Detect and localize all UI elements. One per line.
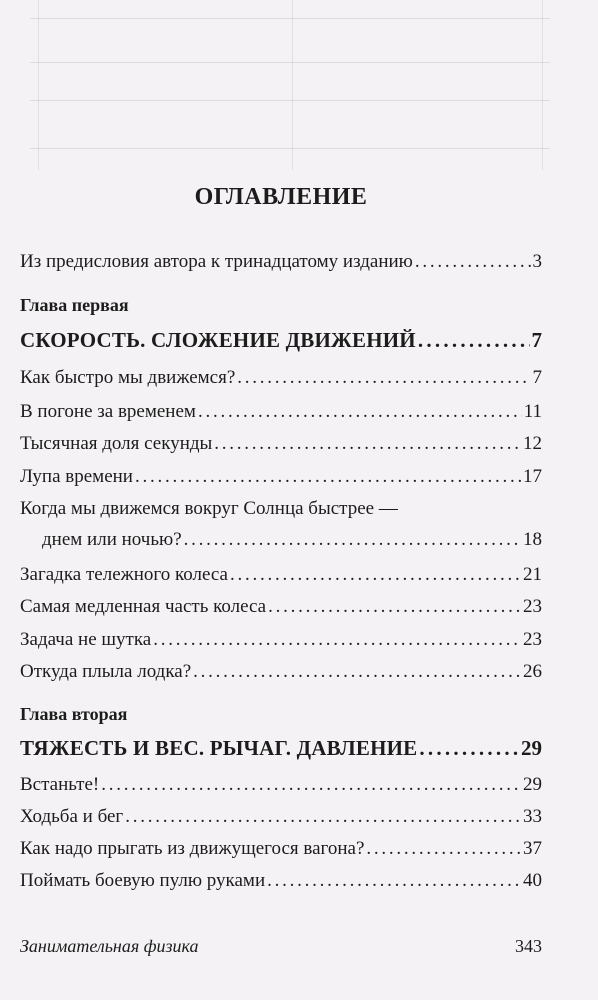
toc-entry[interactable] <box>20 869 542 893</box>
entry-text: Когда мы движемся вокруг Солнца быстрее — <box>20 498 398 519</box>
entry-text: Тысячная доля секунды <box>20 433 213 454</box>
toc-entry[interactable] <box>20 837 542 861</box>
entry-text: Загадка тележного колеса <box>20 564 228 585</box>
leader-dots <box>198 400 522 424</box>
toc-entry[interactable] <box>20 595 542 619</box>
entry-page: 23 <box>523 629 542 650</box>
toc-entry-multiline[interactable] <box>20 497 542 521</box>
toc-entry[interactable] <box>20 628 542 652</box>
entry-page: 7 <box>532 367 542 388</box>
page-title: ОГЛАВЛЕНИЕ <box>194 184 368 210</box>
entry-text: Самая медленная часть колеса <box>20 596 267 617</box>
page-number: 343 <box>515 936 542 956</box>
entry-text: В погоне за временем <box>20 401 196 422</box>
page-footer <box>20 936 542 957</box>
toc-entry-continuation[interactable] <box>42 528 542 552</box>
toc-entry[interactable] <box>20 400 542 424</box>
leader-dots <box>267 869 521 893</box>
leader-dots <box>125 805 521 829</box>
entry-text: Как быстро мы движемся? <box>20 367 236 388</box>
leader-dots <box>268 595 521 619</box>
chapter-heading-2[interactable] <box>20 736 542 760</box>
entry-text-continuation: днем или ночью? <box>42 529 182 550</box>
toc-entry[interactable] <box>20 660 542 684</box>
entry-text: Из предисловия автора к тринадцатому изданию <box>20 251 413 272</box>
leader-dots <box>214 432 521 456</box>
leader-dots <box>418 328 530 352</box>
entry-page: 12 <box>523 433 542 454</box>
leader-dots <box>101 773 521 797</box>
entry-page: 17 <box>523 466 542 487</box>
entry-text: Встаньте! <box>20 774 100 795</box>
leader-dots <box>153 628 521 652</box>
entry-page: 26 <box>523 661 542 682</box>
leader-dots <box>419 736 519 760</box>
entry-page: 23 <box>523 596 542 617</box>
heading-text: СКОРОСТЬ. СЛОЖЕНИЕ ДВИЖЕНИЙ <box>20 328 416 352</box>
entry-page: 11 <box>523 401 542 422</box>
entry-page: 37 <box>523 838 542 859</box>
leader-dots <box>135 465 521 489</box>
entry-page: 3 <box>532 251 542 272</box>
leader-dots <box>230 563 521 587</box>
toc-page <box>20 0 542 1000</box>
leader-dots <box>366 837 521 861</box>
toc-entry[interactable] <box>20 805 542 829</box>
entry-text: Как надо прыгать из движущегося вагона? <box>20 838 365 859</box>
leader-dots <box>184 528 521 552</box>
entry-text: Лупа времени <box>20 466 133 487</box>
toc-entry-preface[interactable] <box>20 250 542 274</box>
entry-text: Откуда плыла лодка? <box>20 661 192 682</box>
entry-page: 18 <box>523 529 542 550</box>
entry-page: 29 <box>521 736 542 760</box>
toc-entry[interactable] <box>20 366 542 390</box>
running-footer-title: Занимательная физика <box>20 936 199 956</box>
leader-dots <box>237 366 530 390</box>
chapter-label-2: Глава вторая <box>20 704 128 724</box>
entry-page: 7 <box>531 328 542 352</box>
toc-entry[interactable] <box>20 465 542 489</box>
toc-entry[interactable] <box>20 432 542 456</box>
chapter-heading-1[interactable] <box>20 328 542 352</box>
entry-page: 40 <box>523 870 542 891</box>
leader-dots <box>193 660 521 684</box>
entry-page: 21 <box>523 564 542 585</box>
heading-text: ТЯЖЕСТЬ И ВЕС. РЫЧАГ. ДАВЛЕНИЕ <box>20 736 418 760</box>
entry-text: Поймать боевую пулю руками <box>20 870 266 891</box>
entry-page: 29 <box>523 774 542 795</box>
toc-entry[interactable] <box>20 773 542 797</box>
entry-page: 33 <box>523 806 542 827</box>
toc-entry[interactable] <box>20 563 542 587</box>
chapter-label-1: Глава первая <box>20 295 129 315</box>
entry-text: Ходьба и бег <box>20 806 124 827</box>
entry-text: Задача не шутка <box>20 629 152 650</box>
leader-dots <box>415 250 531 274</box>
